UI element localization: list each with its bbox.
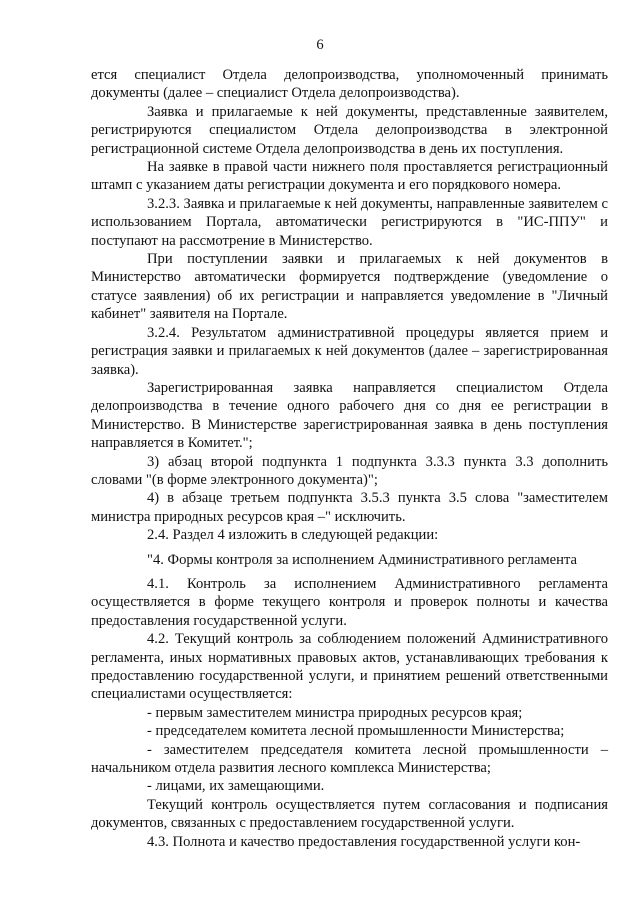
paragraph: Зарегистрированная заявка направляется специалистом Отдела делопроизводства в течение одного рабочего дня со дня ее регистрации в Министерство. В Министерстве зарегистрированная заявка в день поступления направляется в Комитет."; — [91, 379, 608, 452]
paragraph: 4.3. Полнота и качество предоставления государственной услуги кон- — [147, 833, 581, 850]
paragraph: 3.2.4. Результатом административной процедуры является прием и регистрация заявки и прилагаемых к ней документов (далее – зарегистрированная заявка). — [91, 324, 608, 378]
paragraph: ется специалист Отдела делопроизводства, уполномоченный принимать документы (далее – специалист Отдела делопроизводства). — [91, 67, 608, 102]
document-body — [91, 66, 608, 851]
page-number: 6 — [316, 37, 324, 53]
paragraph: Заявка и прилагаемые к ней документы, представленные заявителем, регистрируются специалистом Отдела делопроизводства в электронной регистрационной системе Отдела делопроизводства в день их поступления. — [91, 103, 608, 157]
list-item: - председателем комитета лесной промышленности Министерства; — [147, 723, 565, 740]
list-item: - первым заместителем министра природных ресурсов края; — [147, 704, 523, 721]
paragraph: 4) в абзаце третьем подпункта 3.5.3 пункта 3.5 слова "заместителем министра природных ресурсов края –" исключить. — [91, 490, 608, 525]
paragraph: При поступлении заявки и прилагаемых к ней документов в Министерство автоматически формируется подтверждение (уведомление о статусе заявления) об их регистрации и направляется уведомление в "Личный кабинет" заявителя на Портале. — [91, 251, 608, 323]
paragraph: На заявке в правой части нижнего поля проставляется регистрационный штамп с указанием даты регистрации документа и его порядкового номера. — [91, 159, 608, 194]
paragraph: 4.2. Текущий контроль за соблюдением положений Административного регламента, иных нормативных правовых актов, устанавливающих требования к предоставлению государственной услуги, и принятием решений ответственными специалистами осуществляется: — [91, 631, 608, 703]
list-item: - заместителем председателя комитета лесной промышленности – начальником отдела развития лесного комплекса Министерства; — [91, 741, 608, 777]
list-item: - лицами, их замещающими. — [147, 778, 325, 795]
section-heading: "4. Формы контроля за исполнением Административного регламента — [147, 551, 577, 568]
paragraph: Текущий контроль осуществляется путем согласования и подписания документов, связанных с предоставлением государственной услуги. — [91, 796, 608, 832]
paragraph: 3.2.3. Заявка и прилагаемые к ней документы, направленные заявителем с использованием Портала, автоматически регистрируются в "ИС-ППУ" и поступают на рассмотрение в Министерство. — [91, 195, 608, 249]
paragraph: 3) абзац второй подпункта 1 подпункта 3.3.3 пункта 3.3 дополнить словами "(в форме электронного документа)"; — [91, 453, 608, 488]
paragraph: 4.1. Контроль за исполнением Административного регламента осуществляется в форме текущего контроля и проверок полноты и качества предоставления государственной услуги. — [91, 575, 608, 629]
paragraph: 2.4. Раздел 4 изложить в следующей редакции: — [147, 527, 439, 544]
